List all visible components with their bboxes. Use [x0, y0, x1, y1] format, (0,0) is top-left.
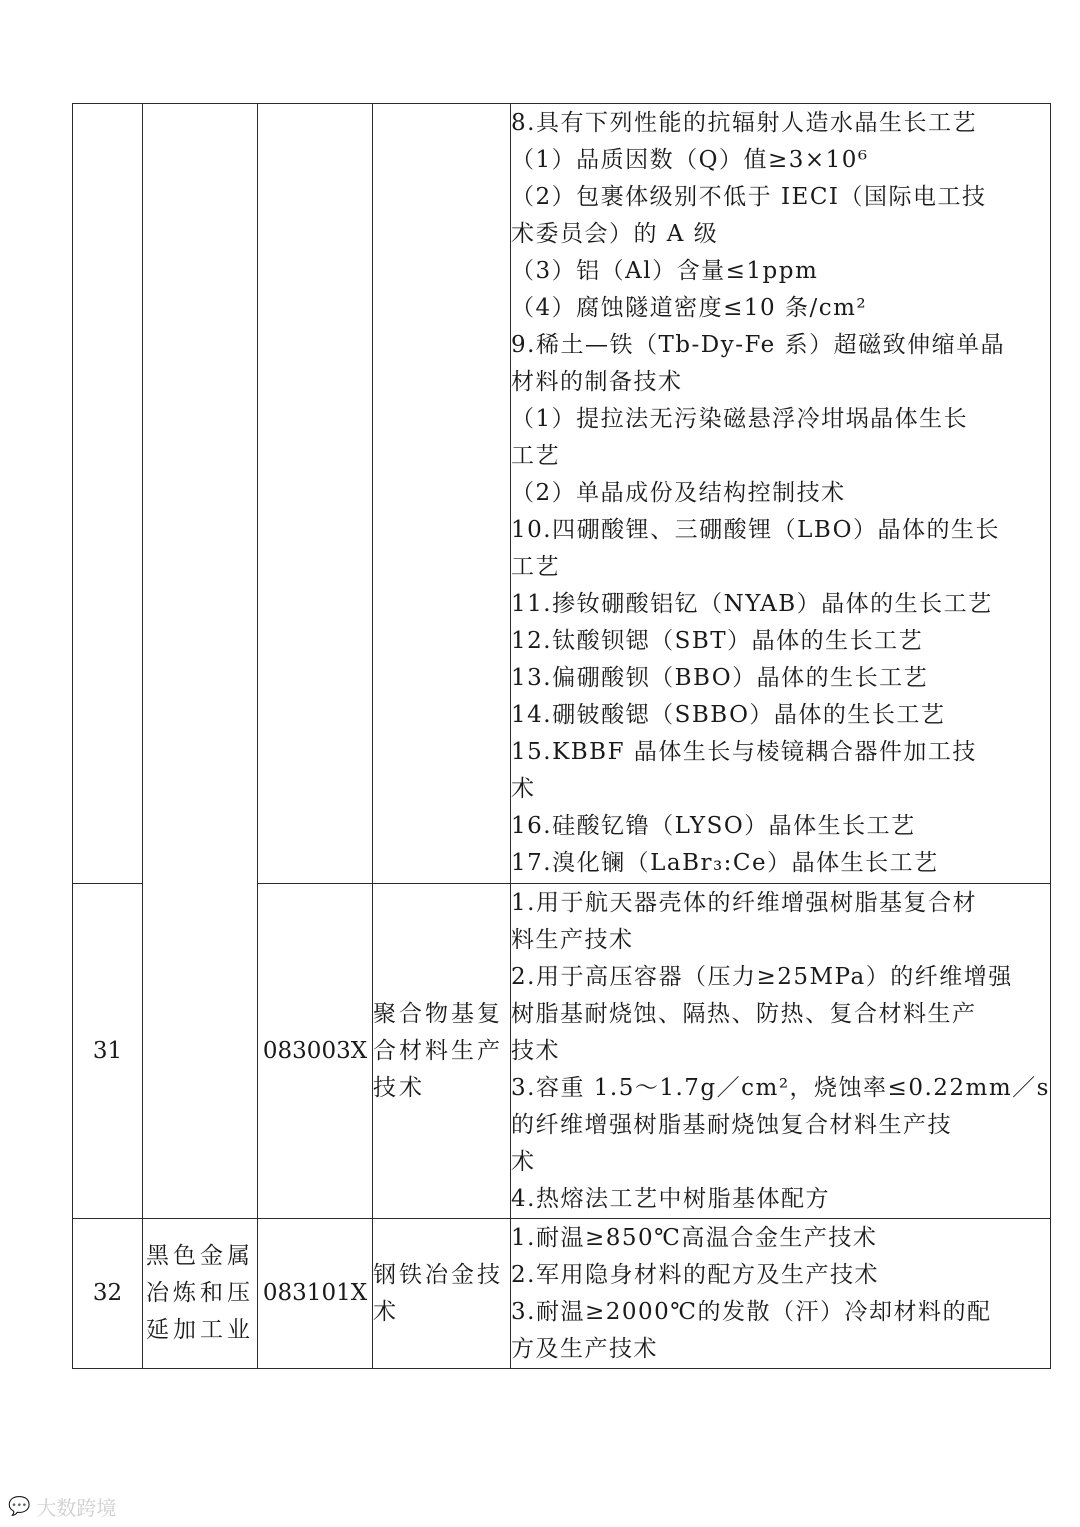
technology-table: [72, 103, 1051, 1369]
detail-line: 工艺: [511, 443, 560, 469]
detail-line: 3.耐温≥2000℃的发散（汗）冷却材料的配: [511, 1298, 992, 1325]
detail-line: 10.四硼酸锂、三硼酸锂（LBO）晶体的生长: [511, 517, 1001, 543]
detail-line: 3.容重 1.5～1.7g／cm²，烧蚀率≤0.22mm／s: [511, 1074, 1050, 1101]
detail-line: 技术: [511, 1037, 560, 1064]
industry-cell: 黑色金属冶炼和压延加工业: [143, 1219, 258, 1369]
detail-line: （3）铝（Al）含量≤1ppm: [511, 258, 819, 284]
detail-line: （4）腐蚀隧道密度≤10 条/cm²: [511, 295, 868, 321]
watermark: [8, 1492, 116, 1521]
technology-name-cell: 聚合物基复合材料生产技术: [373, 884, 511, 1219]
detail-line: 4.热熔法工艺中树脂基体配方: [511, 1185, 830, 1212]
detail-line: （2）包裹体级别不低于 IECI（国际电工技: [511, 184, 987, 210]
code-cell: 083003X: [258, 884, 373, 1219]
detail-line: 料生产技术: [511, 926, 634, 953]
detail-line: 1.耐温≥850℃高温合金生产技术: [511, 1224, 878, 1251]
detail-line: （2）单晶成份及结构控制技术: [511, 480, 846, 506]
detail-line: 15.KBBF 晶体生长与棱镜耦合器件加工技: [511, 739, 977, 765]
detail-line: 14.硼铍酸锶（SBBO）晶体的生长工艺: [511, 702, 946, 728]
detail-line: 16.硅酸钇镥（LYSO）晶体生长工艺: [511, 813, 916, 839]
detail-line: 1.用于航天器壳体的纤维增强树脂基复合材: [511, 889, 977, 916]
details-cell: [511, 1219, 1051, 1369]
row-number-cell: 31: [73, 884, 143, 1219]
technology-name-cell: [373, 104, 511, 884]
detail-line: 12.钛酸钡锶（SBT）晶体的生长工艺: [511, 628, 924, 654]
detail-line: （1）品质因数（Q）值≥3×10⁶: [511, 147, 869, 173]
row-number-cell: 32: [73, 1219, 143, 1369]
detail-line: 8.具有下列性能的抗辐射人造水晶生长工艺: [511, 110, 977, 136]
industry-cell: [143, 104, 258, 1219]
detail-line: 2.用于高压容器（压力≥25MPa）的纤维增强: [511, 963, 1013, 990]
detail-line: 术: [511, 1148, 536, 1175]
row-number-cell: [73, 104, 143, 884]
detail-line: 9.稀土—铁（Tb-Dy-Fe 系）超磁致伸缩单晶: [511, 332, 1006, 358]
detail-line: 工艺: [511, 554, 560, 580]
table-row: [73, 1219, 1051, 1369]
detail-line: 术: [511, 776, 536, 802]
code-cell: 083101X: [258, 1219, 373, 1369]
details-cell: [511, 884, 1051, 1219]
watermark-text: 大数跨境: [36, 1496, 117, 1520]
detail-line: 术委员会）的 A 级: [511, 221, 719, 247]
detail-line: 2.军用隐身材料的配方及生产技术: [511, 1261, 879, 1288]
detail-line: 17.溴化镧（LaBr₃:Ce）晶体生长工艺: [511, 850, 939, 876]
detail-line: 11.掺钕硼酸铝钇（NYAB）晶体的生长工艺: [511, 591, 993, 617]
detail-line: 树脂基耐烧蚀、隔热、防热、复合材料生产: [511, 1000, 977, 1027]
speech-bubble-icon: 💬: [8, 1496, 31, 1517]
detail-line: 方及生产技术: [511, 1335, 658, 1362]
details-cell: [511, 104, 1051, 884]
code-cell: [258, 104, 373, 884]
detail-line: （1）提拉法无污染磁悬浮冷坩埚晶体生长: [511, 406, 969, 432]
detail-line: 的纤维增强树脂基耐烧蚀复合材料生产技: [511, 1111, 952, 1138]
table-row: [73, 104, 1051, 884]
detail-line: 13.偏硼酸钡（BBO）晶体的生长工艺: [511, 665, 929, 691]
technology-name-cell: 钢铁冶金技术: [373, 1219, 511, 1369]
detail-line: 材料的制备技术: [511, 369, 683, 395]
